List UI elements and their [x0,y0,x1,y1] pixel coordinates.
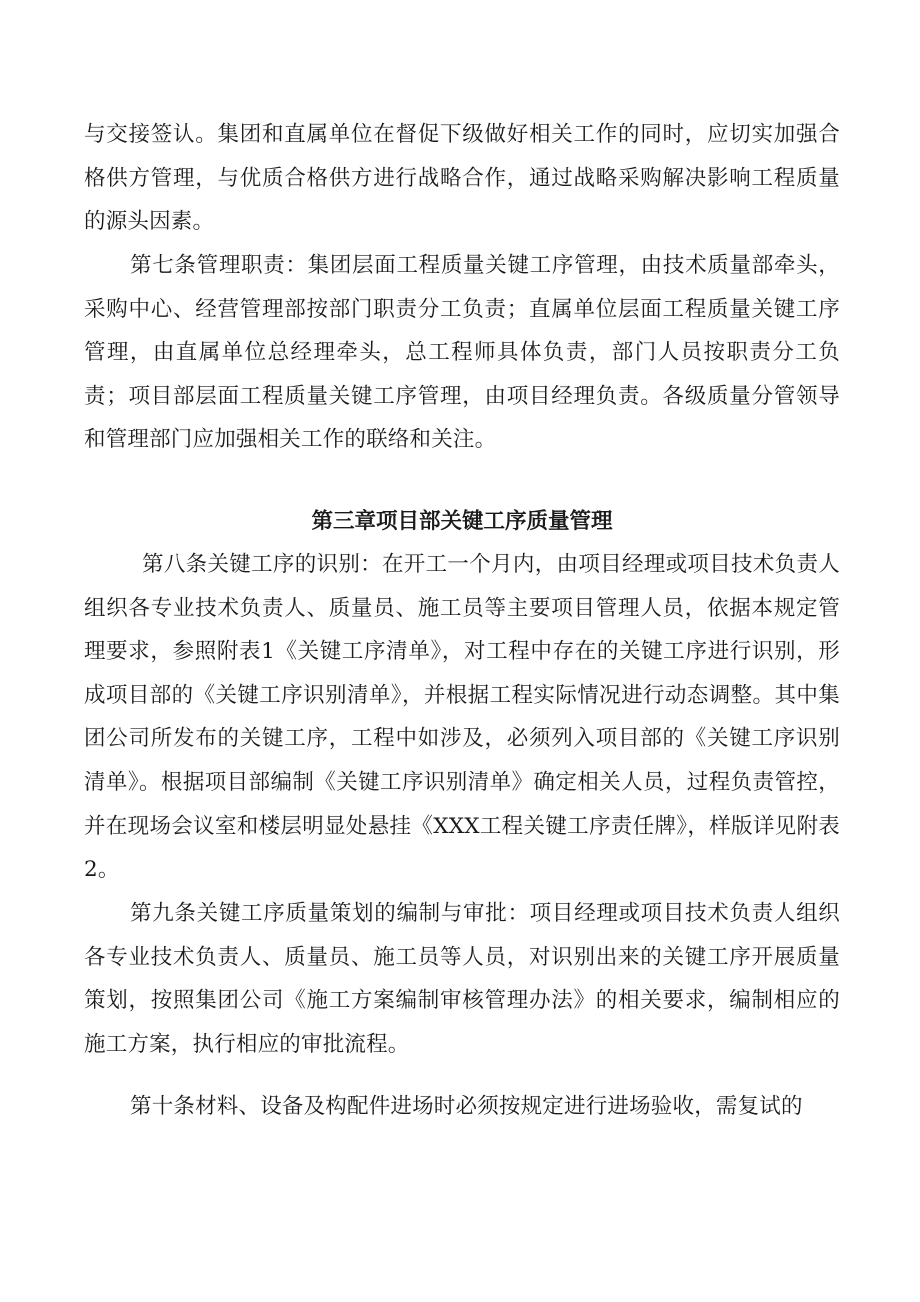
paragraph-continuation: 与交接签认。集团和直属单位在督促下级做好相关工作的同时，应切实加强合格供方管理，与优质合格供方进行战略合作，通过战略采购解决影响工程质量的源头因素。 [84,122,840,235]
paragraph-article-9: 第九条关键工序质量策划的编制与审批：项目经理或项目技术负责人组织各专业技术负责人、质量员、施工员等人员，对识别出来的关键工序开展质量策划，按照集团公司《施工方案编制审核管理办法》的相关要求，编制相应的施工方案，执行相应的审批流程。 [84,901,840,1057]
paragraph-article-10: 第十条材料、设备及构配件进场时必须按规定进行进场验收，需复试的 [130,1094,803,1119]
paragraph-article-8: 第八条关键工序的识别：在开工一个月内，由项目经理或项目技术负责人组织各专业技术负责人、质量员、施工员等主要项目管理人员，依据本规定管理要求，参照附表1《关键工序清单》，对工程中存在的关键工序进行识别，形成项目部的《关键工序识别清单》，并根据工程实际情况进行动态调整。其中集团公司所发布的关键工序，工程中如涉及，必须列入项目部的《关键工序识别清单》。根据项目部编制《关键工序识别清单》确定相关人员，过程负责管控，并在现场会议室和楼层明显处悬挂《XXX工程关键工序责任牌》，样版详见附表2。 [84,552,840,883]
chapter-heading: 第三章项目部关键工序质量管理 [311,509,613,534]
paragraph-article-7: 第七条管理职责：集团层面工程质量关键工序管理，由技术质量部牵头，采购中心、经营管理部按部门职责分工负责；直属单位层面工程质量关键工序管理，由直属单位总经理牵头，总工程师具体负责，部门人员按职责分工负责；项目部层面工程质量关键工序管理，由项目经理负责。各级质量分管领导和管理部门应加强相关工作的联络和关注。 [84,253,840,453]
